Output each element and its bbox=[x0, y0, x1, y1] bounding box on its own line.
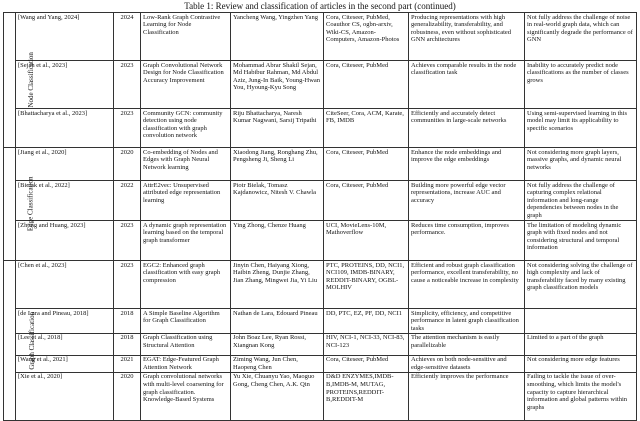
cell-title: Low-Rank Graph Contrastive Learning for Node Classification bbox=[141, 13, 231, 61]
cell-year: 2023 bbox=[114, 261, 141, 309]
cell-advantages: The attention mechanism is easily parallelizable bbox=[409, 333, 525, 355]
cell-year: 2018 bbox=[114, 309, 141, 334]
table-row bbox=[4, 372, 637, 420]
cell-ref: [Wang et al., 2021] bbox=[16, 355, 114, 372]
cell-ref: [Chen et al., 2023] bbox=[16, 261, 114, 309]
table-row bbox=[4, 148, 637, 181]
cell-limitations: Not considering solving the challenge of high complexity and lack of transferability faced by many existing graph classification models bbox=[525, 261, 637, 309]
cell-advantages: Achieves comparable results in the node classification task bbox=[409, 61, 525, 109]
cell-limitations: Not considering more graph layers, massive graphs, and dynamic neural networks bbox=[525, 148, 637, 181]
table-row bbox=[4, 309, 637, 334]
cell-datasets: PTC, PROTEINS, DD, NCI1, NCI109, IMDB-BINARY, REDDIT-BINARY, OGBL-MOLHIV bbox=[324, 261, 409, 309]
category-cell-graph bbox=[4, 261, 37, 421]
cell-year: 2020 bbox=[114, 148, 141, 181]
table-row bbox=[4, 333, 637, 355]
cell-title: Graph Classification using Structural Attention bbox=[141, 333, 231, 355]
cell-datasets: Cora, Citeseer, PubMed bbox=[324, 61, 409, 109]
cell-authors: Ying Zhong, Chenze Huang bbox=[231, 221, 324, 261]
cell-advantages: Enhance the node embeddings and improve the edge embeddings bbox=[409, 148, 525, 181]
cell-limitations bbox=[525, 309, 637, 334]
category-label: Node Classification bbox=[26, 52, 35, 108]
cell-year: 2024 bbox=[114, 13, 141, 61]
table-row bbox=[4, 221, 637, 261]
cell-limitations: Not fully address the challenge of noise in real-world graph data, which can significantly degrade the performance of GNN bbox=[525, 13, 637, 61]
cell-authors: Xiaodong Jiang, Ronghang Zhu, Pengsheng Ji, Sheng Li bbox=[231, 148, 324, 181]
cell-advantages: Building more powerful edge vector representations, increase AUC and accuracy bbox=[409, 181, 525, 221]
table-caption: Table 1: Review and classification of articles in the second part (continued) bbox=[184, 1, 456, 11]
cell-authors: Riju Bhattacharya, Naresh Kumar Nagwani, Sarsij Tripathi bbox=[231, 109, 324, 148]
cell-limitations: Limited to a part of the graph bbox=[525, 333, 637, 355]
cell-year: 2023 bbox=[114, 61, 141, 109]
cell-year: 2023 bbox=[114, 221, 141, 261]
cell-datasets: DD, PTC, EZ, PF, DD, NCI1 bbox=[324, 309, 409, 334]
cell-advantages: Efficiently improves the performance bbox=[409, 372, 525, 420]
cell-advantages: Achieves on both node-sensitive and edge-sensitive datasets bbox=[409, 355, 525, 372]
cell-title: Community GCN: community detection using node classification with graph convolution network bbox=[141, 109, 231, 148]
cell-authors: Piotr Bielak, Tomasz Kajdanowicz, Nitesh V. Chawla bbox=[231, 181, 324, 221]
cell-ref: [Zhong and Huang, 2023] bbox=[16, 221, 114, 261]
cell-limitations: Not fully address the challenge of capturing complex relational information and long-range dependencies between nodes in the graph bbox=[525, 181, 637, 221]
cell-ref: [Xie et al., 2020] bbox=[16, 372, 114, 420]
cell-ref: [Bielak et al., 2022] bbox=[16, 181, 114, 221]
cell-limitations: Inability to accurately predict node classifications as the number of classes grows bbox=[525, 61, 637, 109]
cell-title: Graph Convolutional Network Design for Node Classification Accuracy Improvement bbox=[141, 61, 231, 109]
cell-datasets: D&D ENZYMES,IMDB-B,IMDB-M, MUTAG, PROTEINS,REDDIT-B,REDDIT-M bbox=[324, 372, 409, 420]
cell-authors: Yancheng Wang, Yingzhen Yang bbox=[231, 13, 324, 61]
table-row bbox=[4, 181, 637, 221]
cell-authors: Mohammad Abrar Shakil Sejan, Md Habibur Rahman, Md Abdul Aziz, Jung-In Baik, Young-Hwan You, Hyoung-Kyu Song bbox=[231, 61, 324, 109]
cell-datasets: Cora, Citeseer, PubMed bbox=[324, 148, 409, 181]
cell-advantages: Efficient and robust graph classification performance, excellent transferability, no cause a noticeable increase in complexity bbox=[409, 261, 525, 309]
cell-title: A Simple Baseline Algorithm for Graph Classification bbox=[141, 309, 231, 334]
cell-ref: [Bhattacharya et al., 2023] bbox=[16, 109, 114, 148]
table-row bbox=[4, 61, 637, 109]
cell-datasets: UCI, MovieLens-10M, Mathoverflow bbox=[324, 221, 409, 261]
cell-year: 2022 bbox=[114, 181, 141, 221]
category-cell-edge bbox=[4, 148, 35, 261]
cell-limitations: Using semi-supervised learning in this model may limit its applicability to specific scenarios bbox=[525, 109, 637, 148]
category-label: Graph Classification bbox=[28, 311, 37, 370]
cell-title: EGAT: Edge-Featured Graph Attention Network bbox=[141, 355, 231, 372]
table-row bbox=[4, 261, 637, 309]
cell-authors: Yu Xie, Chuanyu Yao, Maoguo Gong, Cheng Chen, A.K. Qin bbox=[231, 372, 324, 420]
cell-limitations: The limitation of modeling dynamic graph with fixed nodes and not considering structural and temporal information bbox=[525, 221, 637, 261]
cell-year: 2021 bbox=[114, 355, 141, 372]
cell-authors: Jinyin Chen, Haiyang Xiong, Haibin Zheng, Dunjie Zhang, Jian Zhang, Mingwei Jia, Yi Liu bbox=[231, 261, 324, 309]
cell-limitations: Not considering more edge features bbox=[525, 355, 637, 372]
cell-title: EGC2: Enhanced graph classification with easy graph compression bbox=[141, 261, 231, 309]
cell-limitations: Failing to tackle the issue of over-smoothing, which limits the model's capacity to capture hierarchical information and global patterns within graphs bbox=[525, 372, 637, 420]
cell-ref: [Jiang et al., 2020] bbox=[16, 148, 114, 181]
cell-advantages: Producing representations with high generalizability, transferability, and robustness, even without sophisticated GNN architectures bbox=[409, 13, 525, 61]
cell-authors: Nathan de Lara, Edouard Pineau bbox=[231, 309, 324, 334]
category-cell-node bbox=[4, 13, 35, 148]
cell-year: 2018 bbox=[114, 333, 141, 355]
cell-datasets: CiteSeer, Cora, ACM, Karate, FB, IMDB bbox=[324, 109, 409, 148]
cell-advantages: Reduces time consumption, improves performance. bbox=[409, 221, 525, 261]
cell-title: AttrE2vec: Unsupervised attributed edge representation learning bbox=[141, 181, 231, 221]
cell-title: A dynamic graph representation learning based on the temporal graph transformer bbox=[141, 221, 231, 261]
cell-title: Graph convolutional networks with multi-level coarsening for graph classification. Knowledge-Based Systems bbox=[141, 372, 231, 420]
cell-authors: Ziming Wang, Jun Chen, Haopeng Chen bbox=[231, 355, 324, 372]
cell-datasets: Cora, Citeseer, PubMed bbox=[324, 181, 409, 221]
cell-advantages: Efficiently and accurately detect communities in large-scale networks bbox=[409, 109, 525, 148]
cell-advantages: Simplicity, efficiency, and competitive performance in latent graph classification tasks bbox=[409, 309, 525, 334]
table-body bbox=[4, 13, 637, 421]
category-label: Edge Classification bbox=[26, 176, 35, 232]
table-row bbox=[4, 109, 637, 148]
cell-datasets: Cora, Citeseer, PubMed, Coauthor CS, ogbn-arxiv, Wiki-CS, Amazon-Computers, Amazon-Photos bbox=[324, 13, 409, 61]
cell-title: Co-embedding of Nodes and Edges with Graph Neural Network learning bbox=[141, 148, 231, 181]
cell-ref: [de Lara and Pineau, 2018] bbox=[16, 309, 114, 334]
cell-authors: John Boaz Lee, Ryan Rossi, Xiangnan Kong bbox=[231, 333, 324, 355]
cell-ref: [Sejan et al., 2023] bbox=[16, 61, 114, 109]
cell-year: 2023 bbox=[114, 109, 141, 148]
cell-ref: [Wang and Yang, 2024] bbox=[16, 13, 114, 61]
review-table bbox=[3, 12, 637, 421]
table-row bbox=[4, 355, 637, 372]
cell-year: 2020 bbox=[114, 372, 141, 420]
cell-datasets: Cora, Citeseer, PubMed bbox=[324, 355, 409, 372]
cell-ref: [Lee et al., 2018] bbox=[16, 333, 114, 355]
cell-datasets: HIV, NCI-1, NCI-33, NCI-83, NCI-123 bbox=[324, 333, 409, 355]
table-row bbox=[4, 13, 637, 61]
